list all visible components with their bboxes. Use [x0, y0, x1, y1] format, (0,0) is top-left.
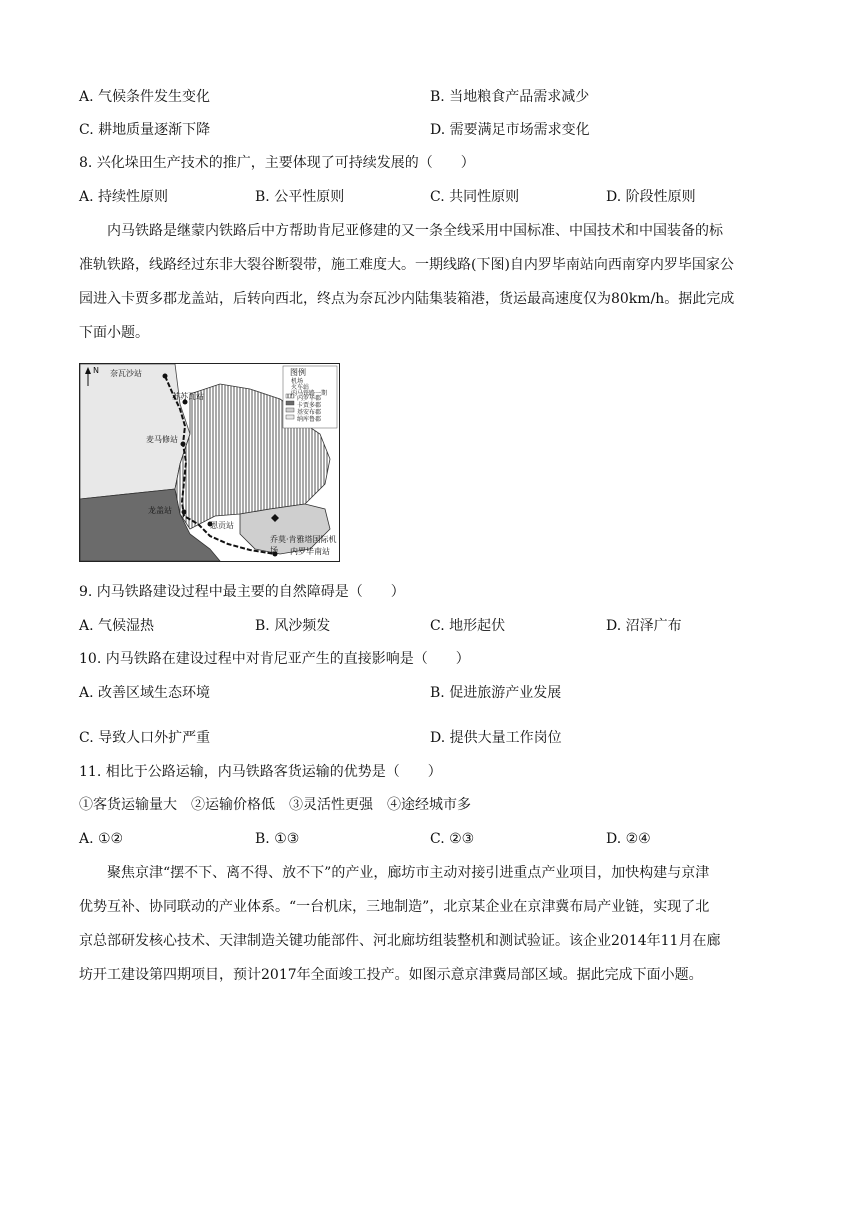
- q9-option-d: D. 沼泽广布: [606, 618, 682, 634]
- map-legend-nairobi: 内罗毕郡: [297, 395, 322, 402]
- q7-option-c: C. 耕地质量逐渐下降: [79, 122, 211, 138]
- map-label-ongata: 龙盖站: [148, 506, 172, 515]
- passage-nairobi-malaba-railway: [79, 214, 781, 350]
- map-north-label: N: [93, 366, 99, 375]
- station-marker-ongata: [182, 510, 187, 515]
- q7-option-a: A. 气候条件发生变化: [79, 89, 211, 105]
- q11-option-b: B. ①③: [255, 831, 300, 847]
- q9-stem: 9. 内马铁路建设过程中最主要的自然障碍是（ ）: [79, 584, 405, 600]
- map-label-maimahiu: 麦马修站: [146, 435, 178, 444]
- station-marker-maimahiu: [181, 442, 186, 447]
- map-legend-railway: 内马铁路一期: [291, 390, 328, 397]
- map-legend-title: 图例: [290, 368, 306, 377]
- map-legend-airport: 机场: [291, 378, 304, 385]
- q8-stem: 8. 兴化垛田生产技术的推广，主要体现了可持续发展的（ ）: [79, 155, 475, 171]
- passage-jingjinji-industry: [79, 856, 781, 992]
- passage1-line3: 园进入卡贾多郡龙盖站，后转向西北，终点为奈瓦沙内陆集装箱港，货运最高速度仅为80km/h。据此完成: [79, 291, 735, 307]
- q9-option-c: C. 地形起伏: [430, 618, 506, 634]
- passage2-line4: 坊开工建设第四期项目，预计2017年全面竣工投产。如图示意京津冀局部区域。据此完成下面小题。: [79, 967, 703, 983]
- nakuru-county-region: [80, 364, 190, 499]
- passage2-line1: 聚焦京津“摆不下、离不得、放不下”的产业，廊坊市主动对接引进重点产业项目，加快构建与京津: [79, 865, 710, 881]
- q10-option-d: D. 提供大量工作岗位: [430, 730, 562, 746]
- map-legend-station: 火车站: [291, 384, 310, 391]
- q8-option-c: C. 共同性原则: [430, 189, 520, 205]
- q11-option-a: A. ①②: [79, 831, 124, 847]
- q8-option-d: D. 阶段性原则: [606, 189, 696, 205]
- passage1-line1: 内马铁路是继蒙内铁路后中方帮助肯尼亚修建的又一条全线采用中国标准、中国技术和中国装备的标: [79, 223, 723, 239]
- q9-option-a: A. 气候湿热: [79, 618, 155, 634]
- station-marker-naivasha: [163, 374, 168, 379]
- q11-option-c: C. ②③: [430, 831, 475, 847]
- q10-option-b: B. 促进旅游产业发展: [430, 685, 562, 701]
- q8-option-a: A. 持续性原则: [79, 189, 169, 205]
- q9-option-b: B. 风沙频发: [255, 618, 331, 634]
- q10-option-c: C. 导致人口外扩严重: [79, 730, 211, 746]
- q11-stem: 11. 相比于公路运输，内马铁路客货运输的优势是（ ）: [79, 764, 442, 780]
- map-label-airport: 乔莫·肯雅塔国际机场: [270, 535, 337, 555]
- q10-stem: 10. 内马铁路在建设过程中对肯尼亚产生的直接影响是（ ）: [79, 651, 470, 667]
- q11-statements: ①客货运输量大 ②运输价格低 ③灵活性更强 ④途经城市多: [79, 797, 471, 813]
- map-legend-kajiado: 卡贾多郡: [297, 402, 322, 409]
- map-label-suswa: 苏苏瓦站: [172, 392, 204, 401]
- q11-option-d: D. ②④: [606, 831, 651, 847]
- q8-option-b: B. 公平性原则: [255, 189, 345, 205]
- q7-option-d: D. 需要满足市场需求变化: [430, 122, 590, 138]
- railway-map-figure: [79, 363, 340, 562]
- map-label-ngong: 恩贡站: [210, 521, 234, 530]
- passage2-line2: 优势互补、协同联动的产业体系。“一台机床，三地制造”，北京某企业在京津冀布局产业链，实现了北: [79, 899, 710, 915]
- passage2-line3: 京总部研发核心技术、天津制造关键功能部件、河北廊坊组装整机和测试验证。该企业2014年11月在廊: [79, 933, 721, 949]
- map-legend-nakuru: 纳库鲁郡: [297, 416, 322, 423]
- map-label-naivasha: 奈瓦沙站: [110, 369, 142, 378]
- passage1-line4: 下面小题。: [79, 325, 149, 341]
- q10-option-a: A. 改善区域生态环境: [79, 685, 211, 701]
- q7-option-b: B. 当地粮食产品需求减少: [430, 89, 590, 105]
- map-label-nairobi-south: 内罗毕南站: [290, 547, 330, 556]
- map-legend-kiambu: 基安布郡: [297, 409, 322, 416]
- passage1-line2: 准轨铁路，线路经过东非大裂谷断裂带，施工难度大。一期线路(下图)自内罗毕南站向西南穿内罗毕国家公: [79, 257, 734, 273]
